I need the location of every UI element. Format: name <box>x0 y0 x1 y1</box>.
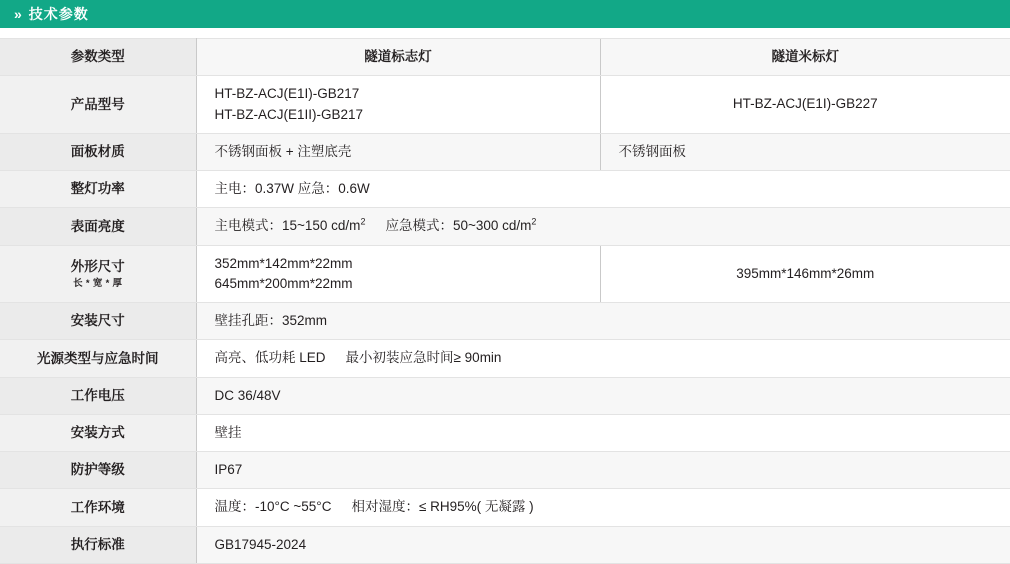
row-label: 光源类型与应急时间 <box>0 340 196 377</box>
row-value-b: HT-BZ-ACJ(E1I)-GB227 <box>600 76 1010 134</box>
row-label-sub: 长 * 宽 * 厚 <box>73 278 123 290</box>
model-line-1: HT-BZ-ACJ(E1I)-GB217 <box>214 86 360 102</box>
emergency-duration: 最小初装应急时间≥ 90min <box>345 350 502 366</box>
row-value-span: 壁挂 <box>196 414 1010 451</box>
row-label-main: 外形尺寸 <box>70 258 125 274</box>
row-label: 整灯功率 <box>0 171 196 208</box>
row-value-b: 不锈钢面板 <box>600 133 1010 170</box>
table-row <box>0 76 1010 134</box>
table-row <box>0 526 1010 563</box>
column-header-a: 隧道标志灯 <box>196 39 600 76</box>
row-value-span <box>196 208 1010 245</box>
operating-humidity: 相对湿度：≤ RH95%( 无凝露 ) <box>351 499 534 515</box>
light-source-type: 高亮、低功耗 LED <box>214 350 326 366</box>
row-value-a: 不锈钢面板 + 注塑底壳 <box>196 133 600 170</box>
brightness-emergency-mode: 应急模式：50~300 cd/m <box>385 218 532 234</box>
row-value-span <box>196 489 1010 526</box>
table-row <box>0 208 1010 245</box>
row-label: 安装方式 <box>0 414 196 451</box>
table-row <box>0 489 1010 526</box>
row-value-span: IP67 <box>196 452 1010 489</box>
row-label: 表面亮度 <box>0 208 196 245</box>
row-value-span: DC 36/48V <box>196 377 1010 414</box>
section-header <box>0 0 1010 28</box>
model-line-2: HT-BZ-ACJ(E1II)-GB217 <box>214 106 364 122</box>
row-value-span: 壁挂孔距：352mm <box>196 303 1010 340</box>
row-value-a <box>196 245 600 303</box>
dimension-line-1: 352mm*142mm*22mm <box>214 255 353 271</box>
specifications-table <box>0 38 1010 564</box>
chevron-right-icon: » <box>14 6 21 22</box>
row-label: 工作电压 <box>0 377 196 414</box>
row-label: 面板材质 <box>0 133 196 170</box>
table-row <box>0 452 1010 489</box>
table-row <box>0 340 1010 377</box>
table-row <box>0 245 1010 303</box>
row-label: 安装尺寸 <box>0 303 196 340</box>
operating-temperature: 温度：-10°C ~55°C <box>214 499 332 515</box>
unit-exponent: 2 <box>531 216 537 227</box>
row-value-span <box>196 340 1010 377</box>
column-header-b: 隧道米标灯 <box>600 39 1010 76</box>
table-row <box>0 303 1010 340</box>
unit-exponent: 2 <box>360 216 366 227</box>
row-value-a <box>196 76 600 134</box>
row-value-span: 主电：0.37W 应急：0.6W <box>196 171 1010 208</box>
page-title: 技术参数 <box>28 6 89 22</box>
row-label: 执行标准 <box>0 526 196 563</box>
row-label: 产品型号 <box>0 76 196 134</box>
row-label <box>0 245 196 303</box>
table-row <box>0 414 1010 451</box>
dimension-line-2: 645mm*200mm*22mm <box>214 275 353 291</box>
table-row <box>0 171 1010 208</box>
row-label: 防护等级 <box>0 452 196 489</box>
table-row <box>0 133 1010 170</box>
row-label: 参数类型 <box>0 39 196 76</box>
row-value-span: GB17945-2024 <box>196 526 1010 563</box>
brightness-main-mode: 主电模式：15~150 cd/m <box>214 218 361 234</box>
table-row <box>0 377 1010 414</box>
table-row <box>0 39 1010 76</box>
row-label: 工作环境 <box>0 489 196 526</box>
row-value-b: 395mm*146mm*26mm <box>600 245 1010 303</box>
